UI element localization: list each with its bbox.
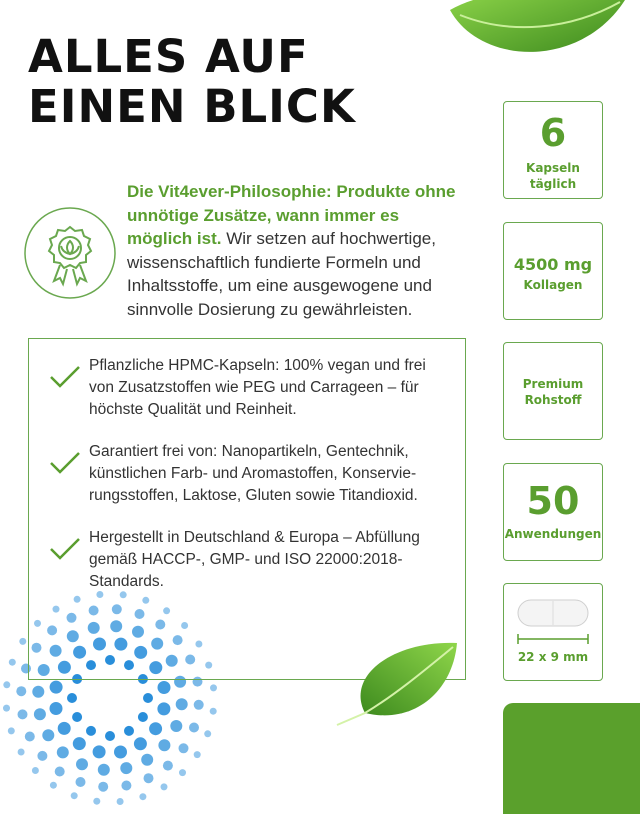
dot — [19, 638, 26, 645]
dot — [210, 684, 217, 691]
dot — [50, 782, 57, 789]
dot — [143, 693, 153, 703]
dot — [93, 798, 100, 805]
card-size — [503, 583, 603, 681]
card-premium — [503, 342, 603, 440]
dot — [163, 761, 173, 771]
dot — [179, 769, 186, 776]
dot — [161, 783, 168, 790]
dot — [18, 749, 25, 756]
dot — [121, 781, 131, 791]
dot — [158, 681, 171, 694]
dot — [117, 798, 124, 805]
dot — [98, 782, 108, 792]
card-collagen — [503, 222, 603, 320]
card-uses-label: Anwendungen — [504, 527, 602, 541]
dot — [149, 722, 162, 735]
checkmark-icon — [49, 537, 81, 561]
dot — [71, 792, 78, 799]
card-uses-value: 50 — [526, 479, 580, 523]
philosophy-text — [127, 180, 457, 321]
card-premium-label2: Rohstoff — [524, 393, 582, 407]
dot — [144, 773, 154, 783]
dot — [58, 722, 71, 735]
award-seal-icon — [22, 205, 118, 301]
dot — [170, 720, 182, 732]
card-size-label: 22 x 9 mm — [517, 650, 589, 664]
dot — [16, 686, 26, 696]
checkmark-icon — [49, 365, 81, 389]
checkmark-icon — [49, 451, 81, 475]
dot — [114, 746, 127, 759]
card-capsules-label1: Kapseln — [526, 161, 580, 175]
dot — [32, 767, 39, 774]
dot — [25, 732, 35, 742]
dot — [189, 723, 199, 733]
capsule-icon — [513, 594, 593, 649]
dot — [98, 764, 110, 776]
green-corner-block — [503, 703, 640, 814]
dot — [34, 708, 46, 720]
feature-item: Hergestellt in Deutschland & Europa – Abfüllung gemäß HACCP-, GMP- und ISO 22000:2018-Standards. — [89, 529, 420, 590]
dot — [194, 751, 201, 758]
dot — [139, 793, 146, 800]
dot — [50, 681, 63, 694]
dot — [179, 743, 189, 753]
dot — [76, 758, 88, 770]
dot — [204, 730, 211, 737]
card-capsules-value: 6 — [539, 111, 567, 155]
dot — [194, 700, 204, 710]
dot — [3, 681, 10, 688]
dot — [57, 746, 69, 758]
dot — [67, 693, 77, 703]
leaf-image-top — [440, 0, 630, 65]
dot — [9, 659, 16, 666]
dot — [86, 726, 96, 736]
dot — [42, 729, 54, 741]
page-title: ALLES AUF EINEN BLICK — [28, 30, 356, 133]
dot — [50, 702, 63, 715]
dot — [158, 739, 170, 751]
card-uses — [503, 463, 603, 561]
dot — [55, 767, 65, 777]
dot — [124, 726, 134, 736]
card-capsules — [503, 101, 603, 199]
dot — [176, 698, 188, 710]
dot — [93, 745, 106, 758]
dot — [8, 727, 15, 734]
card-premium-label1: Premium — [522, 377, 584, 391]
dot — [105, 731, 115, 741]
dot — [37, 751, 47, 761]
dot — [157, 702, 170, 715]
dot — [72, 712, 82, 722]
card-collagen-value: 4500 mg — [513, 255, 593, 274]
dot — [73, 737, 86, 750]
dot — [138, 712, 148, 722]
card-collagen-label: Kollagen — [523, 278, 583, 292]
dot — [76, 777, 86, 787]
dot — [134, 737, 147, 750]
feature-item: Pflanzliche HPMC-Kapseln: 100% vegan und frei von Zusatzstoffen wie PEG und Carrageen – für höchste Qualität und Reinheit. — [89, 357, 426, 418]
features-box — [28, 338, 466, 680]
dot — [32, 686, 44, 698]
dot — [18, 709, 28, 719]
leaf-image-middle — [335, 635, 460, 730]
feature-item: Garantiert frei von: Nanopartikeln, Gentechnik, künstlichen Farb- und Aromastoffen, Konservierungsstoffen, Laktose, Gluten sowie Titandioxid. — [89, 443, 418, 504]
dot — [3, 705, 10, 712]
card-capsules-label2: täglich — [529, 177, 577, 191]
dot — [210, 708, 217, 715]
dot — [141, 754, 153, 766]
dot — [120, 762, 132, 774]
philosophy-accent: Die Vit4ever-Philosophie: Produkte ohne unnötige Zusätze, wann immer es möglich ist. — [127, 182, 456, 248]
philosophy-body: Wir setzen auf hochwertige, wissenschaftlich fundierte Formeln und Inhaltsstoffe, um eine ausgewogene und sinnvolle Dosierung zu gewährleisten. — [127, 229, 436, 319]
